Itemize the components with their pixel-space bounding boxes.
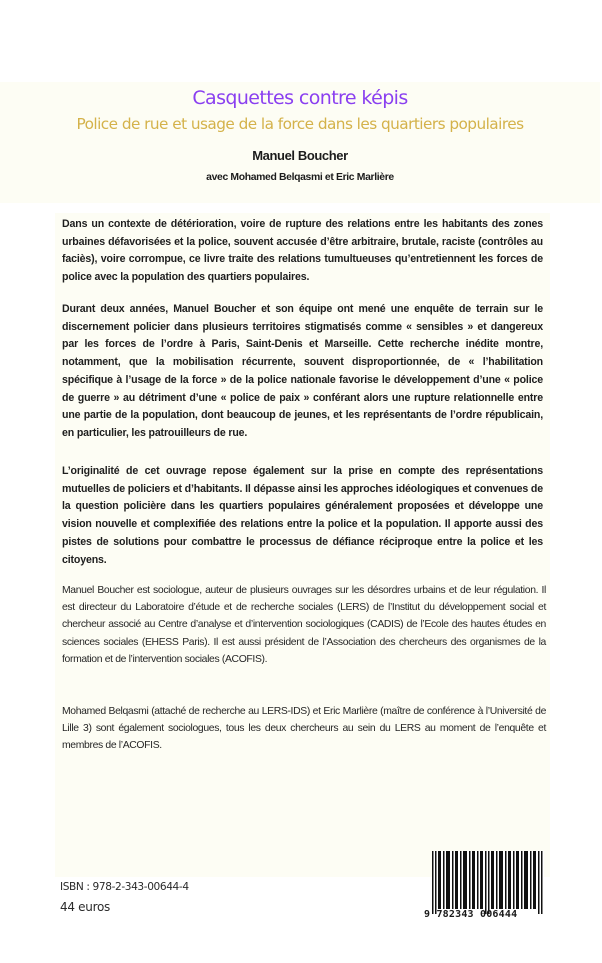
barcode-number: 9 782343 006444 [424, 909, 518, 920]
book-title: Casquettes contre képis [192, 87, 408, 109]
price-label: 44 euros [60, 900, 110, 914]
summary-paragraph: Dans un contexte de détérioration, voire de rupture des relations entre les habitants des zones urbaines défavorisées et la police, souvent accusée d’être arbitraire, brutale, raciste (contrôles au faciès), voire corrompue, ce livre traite des relations tumultueuses qu’entretiennent les forces de police avec la population des quartiers populaires. [62, 218, 543, 284]
coauthors-biography: Mohamed Belqasmi (attaché de recherche au LERS-IDS) et Eric Marlière (maître de conférence à l’Université de Lille 3) sont également sociologues, tous les deux chercheurs au sein du LERS au moment de l’enquête et membres de l’ACOFIS. [62, 706, 546, 752]
main-author: Manuel Boucher [252, 148, 348, 163]
summary-paragraph: L’originalité de cet ouvrage repose également sur la prise en compte des représentations mutuelles de policiers et d’habitants. Il dépasse ainsi les approches idéologiques et convenues de la question policière dans les quartiers populaires généralement proposées et développe une vision nouvelle et complexifiée des relations entre la police et la population. Il apporte aussi des pistes de solutions pour combattre le processus de défiance réciproque entre la police et les citoyens. [62, 465, 543, 566]
barcode-icon [432, 851, 544, 914]
isbn-label: ISBN : 978-2-343-00644-4 [60, 881, 189, 893]
co-authors: avec Mohamed Belqasmi et Eric Marlière [206, 172, 394, 183]
author-biography: Manuel Boucher est sociologue, auteur de plusieurs ouvrages sur les désordres urbains et de leur régulation. Il est directeur du Laboratoire d’étude et de recherche sociales (LERS) de l’Institut du développement social et chercheur associé au Centre d’analyse et d’intervention sociologiques (CADIS) de l’Ecole des hautes études en sciences sociales (EHESS Paris). Il est aussi président de l’Association des chercheurs des organismes de la formation et de l’intervention sociales (ACOFIS). [62, 585, 546, 665]
title-band [0, 82, 600, 203]
back-cover-text-panel [55, 213, 550, 877]
summary-paragraph: Durant deux années, Manuel Boucher et son équipe ont mené une enquête de terrain sur le discernement policier dans plusieurs territoires stigmatisés comme « sensibles » et dangereux par les forces de l’ordre à Paris, Saint-Denis et Marseille. Cette recherche inédite montre, notamment, que la mobilisation récurrente, souvent disproportionnée, de « l’habilitation spécifique à l’usage de la force » de la police nationale favorise le développement d’une « police de guerre » au détriment d’une « police de paix » conférant alors une rupture relationnelle entre une partie de la population, dont beaucoup de jeunes, et les représentants de l’ordre républicain, en particulier, les patrouilleurs de rue. [62, 303, 543, 439]
book-subtitle: Police de rue et usage de la force dans les quartiers populaires [76, 115, 524, 133]
